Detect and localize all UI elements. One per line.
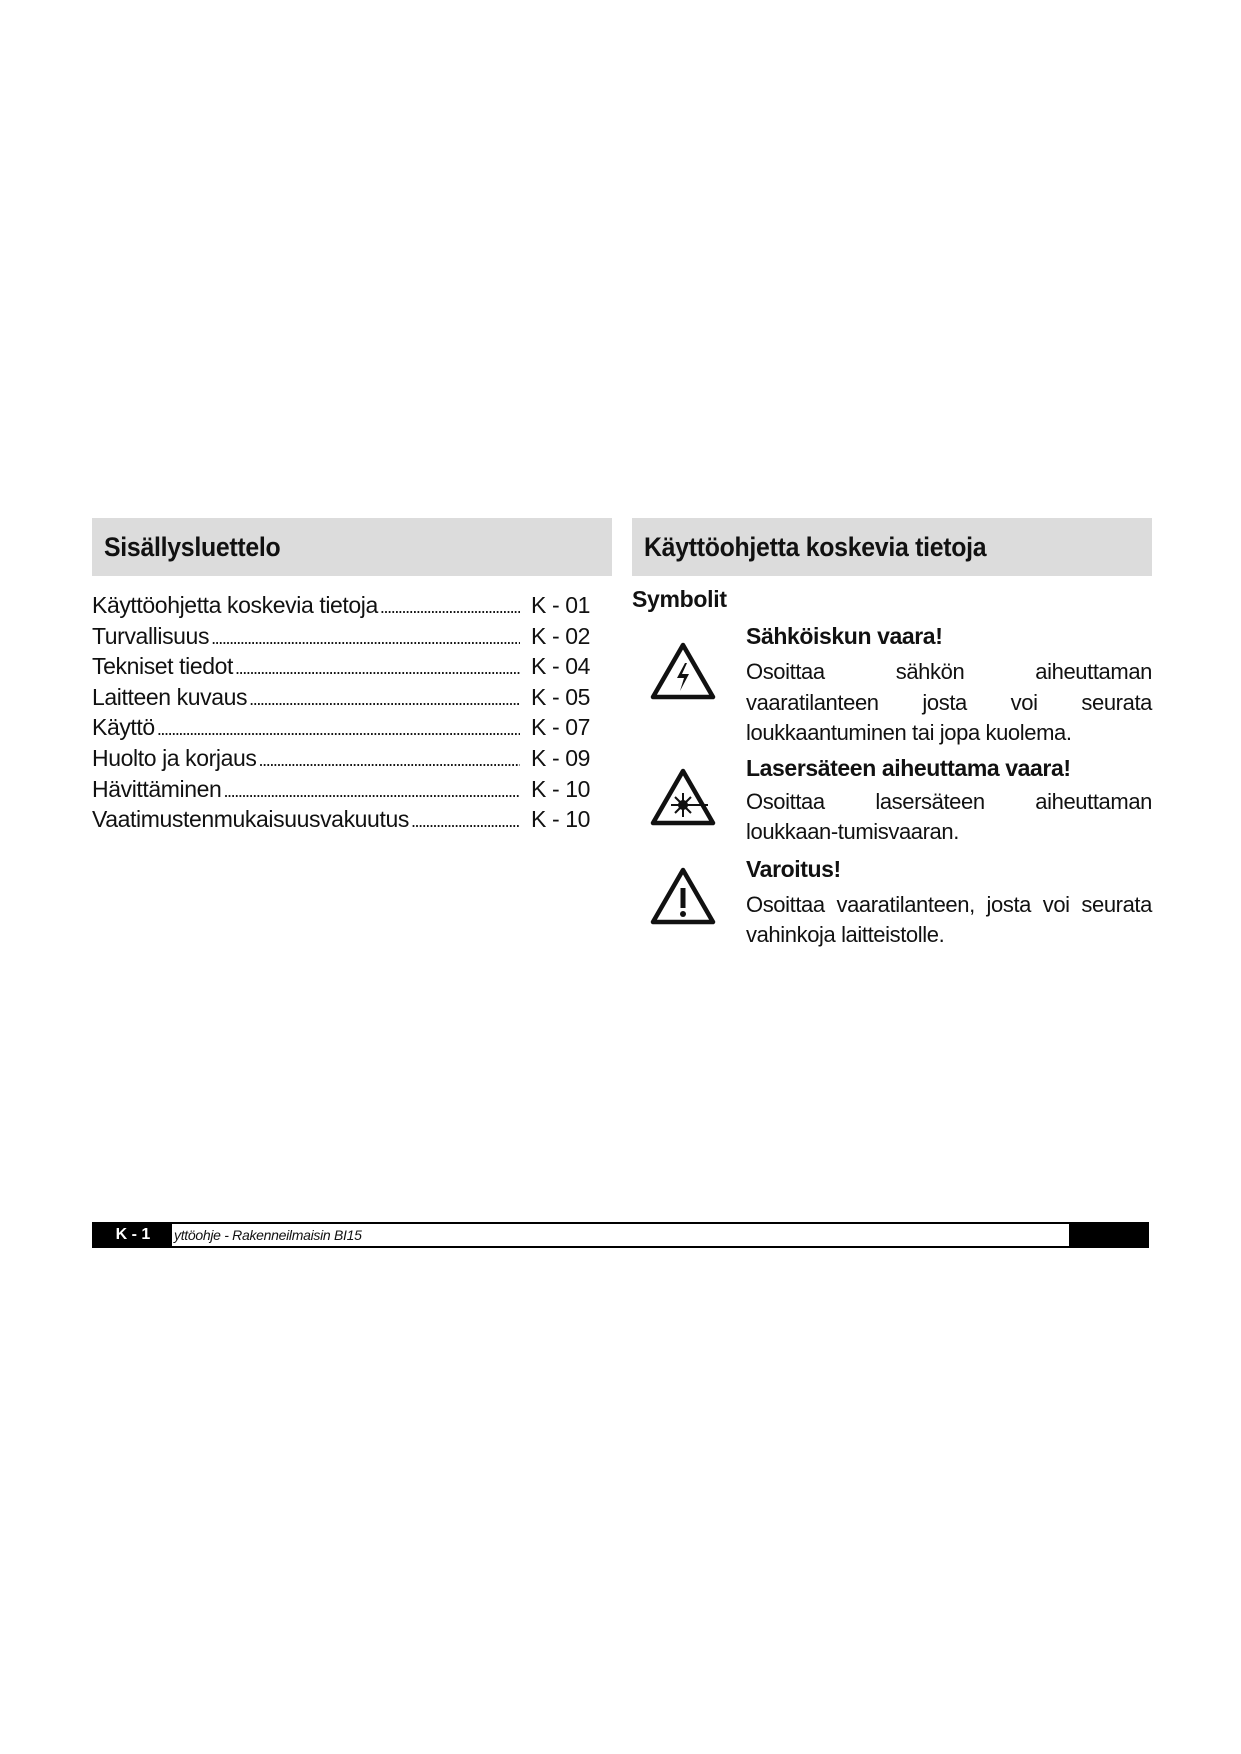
toc-heading: Sisällysluettelo (104, 531, 281, 562)
toc-leader-dots (259, 745, 520, 772)
symbol-title: Lasersäteen aiheuttama vaara! (746, 754, 1071, 781)
toc-item[interactable] (92, 806, 590, 837)
electric-shock-warning-icon (650, 641, 716, 701)
toc-leader-dots (249, 684, 520, 711)
toc-item[interactable] (92, 592, 590, 623)
toc-item-page: K - 04 (531, 653, 590, 680)
toc-item[interactable] (92, 776, 590, 807)
info-header (632, 518, 1152, 576)
toc-item-title: Käyttö (92, 714, 155, 741)
toc-item[interactable] (92, 684, 590, 715)
info-section (632, 518, 1152, 951)
toc-item-page: K - 02 (531, 622, 590, 649)
toc-item-title: Laitteen kuvaus (92, 683, 248, 710)
toc-item-page: K - 10 (531, 806, 590, 833)
toc-list (92, 592, 590, 837)
toc-item-title: Vaatimustenmukaisuusvakuutus (92, 806, 409, 833)
symbol-description: Osoittaa lasersäteen aiheuttaman loukkaan-tumisvaaran. (746, 788, 1152, 844)
general-warning-icon (650, 866, 716, 926)
footer-end-block (1069, 1224, 1147, 1246)
toc-item[interactable] (92, 745, 590, 776)
toc-leader-dots (235, 653, 520, 680)
toc-item-title: Huolto ja korjaus (92, 744, 257, 771)
toc-item[interactable] (92, 714, 590, 745)
symbol-title: Sähköiskun vaara! (746, 623, 943, 649)
toc-item-title: Turvallisuus (92, 622, 210, 649)
toc-leader-dots (157, 714, 520, 741)
symbol-electric-shock (632, 621, 1152, 749)
toc-item-page: K - 05 (531, 683, 590, 710)
symbol-laser (632, 753, 1152, 848)
laser-warning-icon (650, 767, 716, 827)
toc-item-title: Hävittäminen (92, 775, 222, 802)
footer-document-title: yttöohje - Rakenneilmaisin BI15 (174, 1227, 362, 1243)
toc-item-page: K - 07 (531, 714, 590, 741)
footer-page-number: K - 1 (94, 1224, 172, 1246)
toc-item-title: Tekniset tiedot (92, 653, 234, 680)
symbol-description: Osoittaa sähkön aiheuttaman vaaratilanteen josta voi seurata loukkaantuminen tai jopa kuolema. (746, 659, 1152, 745)
toc-item-page: K - 10 (531, 775, 590, 802)
toc-item-page: K - 01 (531, 592, 590, 618)
toc-header (92, 518, 612, 576)
symbol-title: Varoitus! (746, 855, 841, 882)
toc-leader-dots (223, 776, 520, 803)
toc-item-page: K - 09 (531, 744, 590, 771)
symbol-description: Osoittaa vaaratilanteen, josta voi seurata vahinkoja laitteistolle. (746, 891, 1152, 947)
toc-item[interactable] (92, 623, 590, 654)
toc-leader-dots (411, 806, 520, 833)
toc-item[interactable] (92, 653, 590, 684)
info-heading: Käyttöohjetta koskevia tietoja (644, 531, 987, 562)
toc-item-title: Käyttöohjetta koskevia tietoja (92, 592, 378, 618)
toc-leader-dots (211, 623, 520, 650)
page-footer (92, 1222, 1149, 1248)
toc-section (92, 518, 612, 837)
toc-leader-dots (380, 592, 520, 619)
symbol-warning (632, 854, 1152, 951)
symbols-title: Symbolit (632, 586, 727, 612)
